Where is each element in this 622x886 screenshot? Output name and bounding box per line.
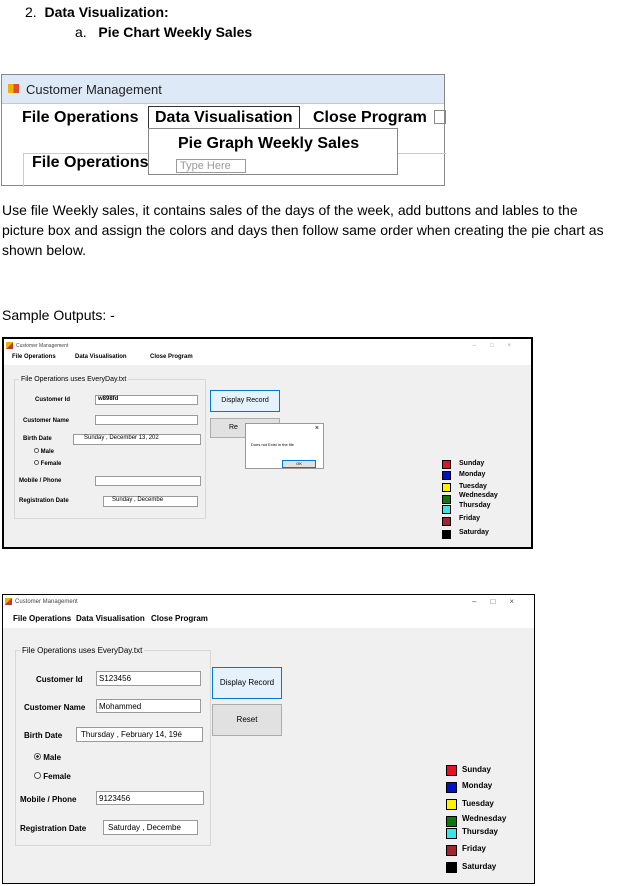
reset-button[interactable]: Reset [212, 704, 282, 736]
male-radio[interactable]: Male [34, 448, 54, 455]
output-window-1: Customer Management –□× File Operations Data Visualisation Close Program File Operations uses EveryDay.txt Customer Id w898fd Customer Name Birth Date Sunday , December 13, 202 Male Female Mobile / Phone Registration Date Sunday , Decembe Display Record Re × Does not Exist in the file OK Sunday Monday Tuesday Wednesday Thursday Friday Saturday [2, 337, 533, 549]
legend-swatch [446, 862, 457, 873]
customer-id-label: Customer Id [35, 397, 71, 403]
window-titlebar [2, 75, 444, 104]
radio-circle[interactable] [34, 460, 39, 465]
menu-close-program[interactable]: Close Program [151, 614, 208, 623]
legend-swatch [442, 483, 451, 492]
legend-swatch [442, 517, 451, 526]
file-operations-group [15, 646, 211, 846]
birth-date-label: Birth Date [23, 436, 52, 442]
dropdown-menu [148, 128, 398, 175]
legend-swatch [446, 799, 457, 810]
menu-extra-box [434, 110, 446, 124]
window-title: Customer Management [26, 82, 162, 97]
instructions-paragraph: Use file Weekly sales, it contains sales of the days of the week, add buttons and lables to the picture box and assign the colors and days then follow same order when creating the pie chart as shown below. [2, 202, 604, 258]
subsection-heading: a. Pie Chart Weekly Sales [75, 24, 253, 40]
customer-name-input[interactable] [95, 415, 198, 425]
sample-outputs-label: Sample Outputs: - [2, 307, 115, 323]
legend-swatch [446, 765, 457, 776]
legend-swatch [442, 530, 451, 539]
window-controls[interactable]: –□× [472, 343, 525, 349]
mobile-input[interactable] [95, 476, 201, 486]
window-titlebar: Customer Management –□× [3, 595, 534, 610]
radio-circle[interactable] [34, 448, 39, 453]
group-label: File Operations [32, 154, 149, 171]
app-icon [6, 342, 13, 349]
registration-date-picker[interactable]: Saturday , Decembe [103, 820, 198, 835]
legend-swatch [442, 495, 451, 504]
menubar [4, 353, 531, 365]
menu-file-operations[interactable]: File Operations [22, 109, 139, 126]
menu-data-visualisation[interactable]: Data Visualisation [76, 614, 145, 623]
output-window-2: Customer Management –□× File Operations Data Visualisation Close Program File Operations uses EveryDay.txt Customer Id S123456 Customer Name Mohammed Birth Date Thursday , February 14, 19é Male Female Mobile / Phone 9123456 Registration Date Saturday , Decembe Display Record Reset Sunday Monday Tuesday Wednesday Thursday Friday Saturday [2, 594, 535, 884]
display-record-button[interactable]: Display Record [210, 390, 280, 412]
birth-date-picker[interactable]: Sunday , December 13, 202 [73, 434, 201, 445]
mobile-input[interactable]: 9123456 [96, 791, 204, 805]
legend-swatch [446, 828, 457, 839]
group-title: File Operations uses EveryDay.txt [22, 646, 143, 655]
birth-date-label: Birth Date [24, 731, 63, 740]
app-icon [5, 598, 12, 605]
customer-name-label: Customer Name [24, 703, 86, 712]
customer-name-input[interactable]: Mohammed [96, 699, 201, 713]
radio-circle-selected[interactable] [34, 753, 41, 760]
menu-data-visualisation[interactable]: Data Visualisation [75, 354, 127, 360]
customer-id-input[interactable]: S123456 [96, 671, 201, 686]
menu-screenshot [1, 74, 445, 186]
female-radio[interactable]: Female [34, 772, 71, 781]
file-operations-group [14, 376, 206, 519]
menu-close-program[interactable]: Close Program [313, 109, 427, 126]
male-radio[interactable]: Male [34, 753, 61, 762]
section-heading: 2. Data Visualization: [25, 4, 169, 20]
dialog-message: Does not Exist in the file [251, 442, 294, 447]
birth-date-picker[interactable]: Thursday , February 14, 19é [76, 727, 203, 742]
customer-name-label: Customer Name [23, 418, 70, 424]
radio-circle[interactable] [34, 772, 41, 779]
window-controls[interactable]: –□× [472, 597, 528, 606]
menu-item-pie-graph[interactable]: Pie Graph Weekly Sales [178, 135, 360, 152]
window-titlebar: Customer Management –□× [4, 339, 531, 353]
customer-id-label: Customer Id [36, 675, 83, 684]
customer-id-input[interactable]: w898fd [95, 395, 198, 405]
registration-date-picker[interactable]: Sunday , Decembe [103, 496, 198, 507]
legend-swatch [446, 816, 457, 827]
display-record-button[interactable]: Display Record [212, 667, 282, 699]
female-radio[interactable]: Female [34, 460, 61, 467]
menubar [3, 610, 534, 628]
menu-file-operations[interactable]: File Operations [12, 354, 56, 360]
message-dialog [245, 423, 324, 469]
menu-file-operations[interactable]: File Operations [13, 614, 72, 623]
registration-date-label: Registration Date [20, 824, 87, 833]
legend-swatch [442, 505, 451, 514]
legend-swatch [446, 845, 457, 856]
close-icon[interactable]: × [314, 425, 319, 432]
type-here-input[interactable]: Type Here [176, 159, 246, 173]
legend-swatch [446, 782, 457, 793]
ok-button[interactable]: OK [282, 460, 316, 468]
registration-date-label: Registration Date [19, 498, 69, 504]
legend-swatch [442, 460, 451, 469]
menu-data-visualisation[interactable]: Data Visualisation [148, 106, 300, 130]
reset-button[interactable]: Re [210, 418, 280, 438]
menu-close-program[interactable]: Close Program [150, 354, 193, 360]
group-title: File Operations uses EveryDay.txt [21, 376, 127, 383]
mobile-label: Mobile / Phone [20, 795, 77, 804]
app-icon [8, 84, 19, 93]
mobile-label: Mobile / Phone [19, 478, 62, 484]
legend-swatch [442, 471, 451, 480]
